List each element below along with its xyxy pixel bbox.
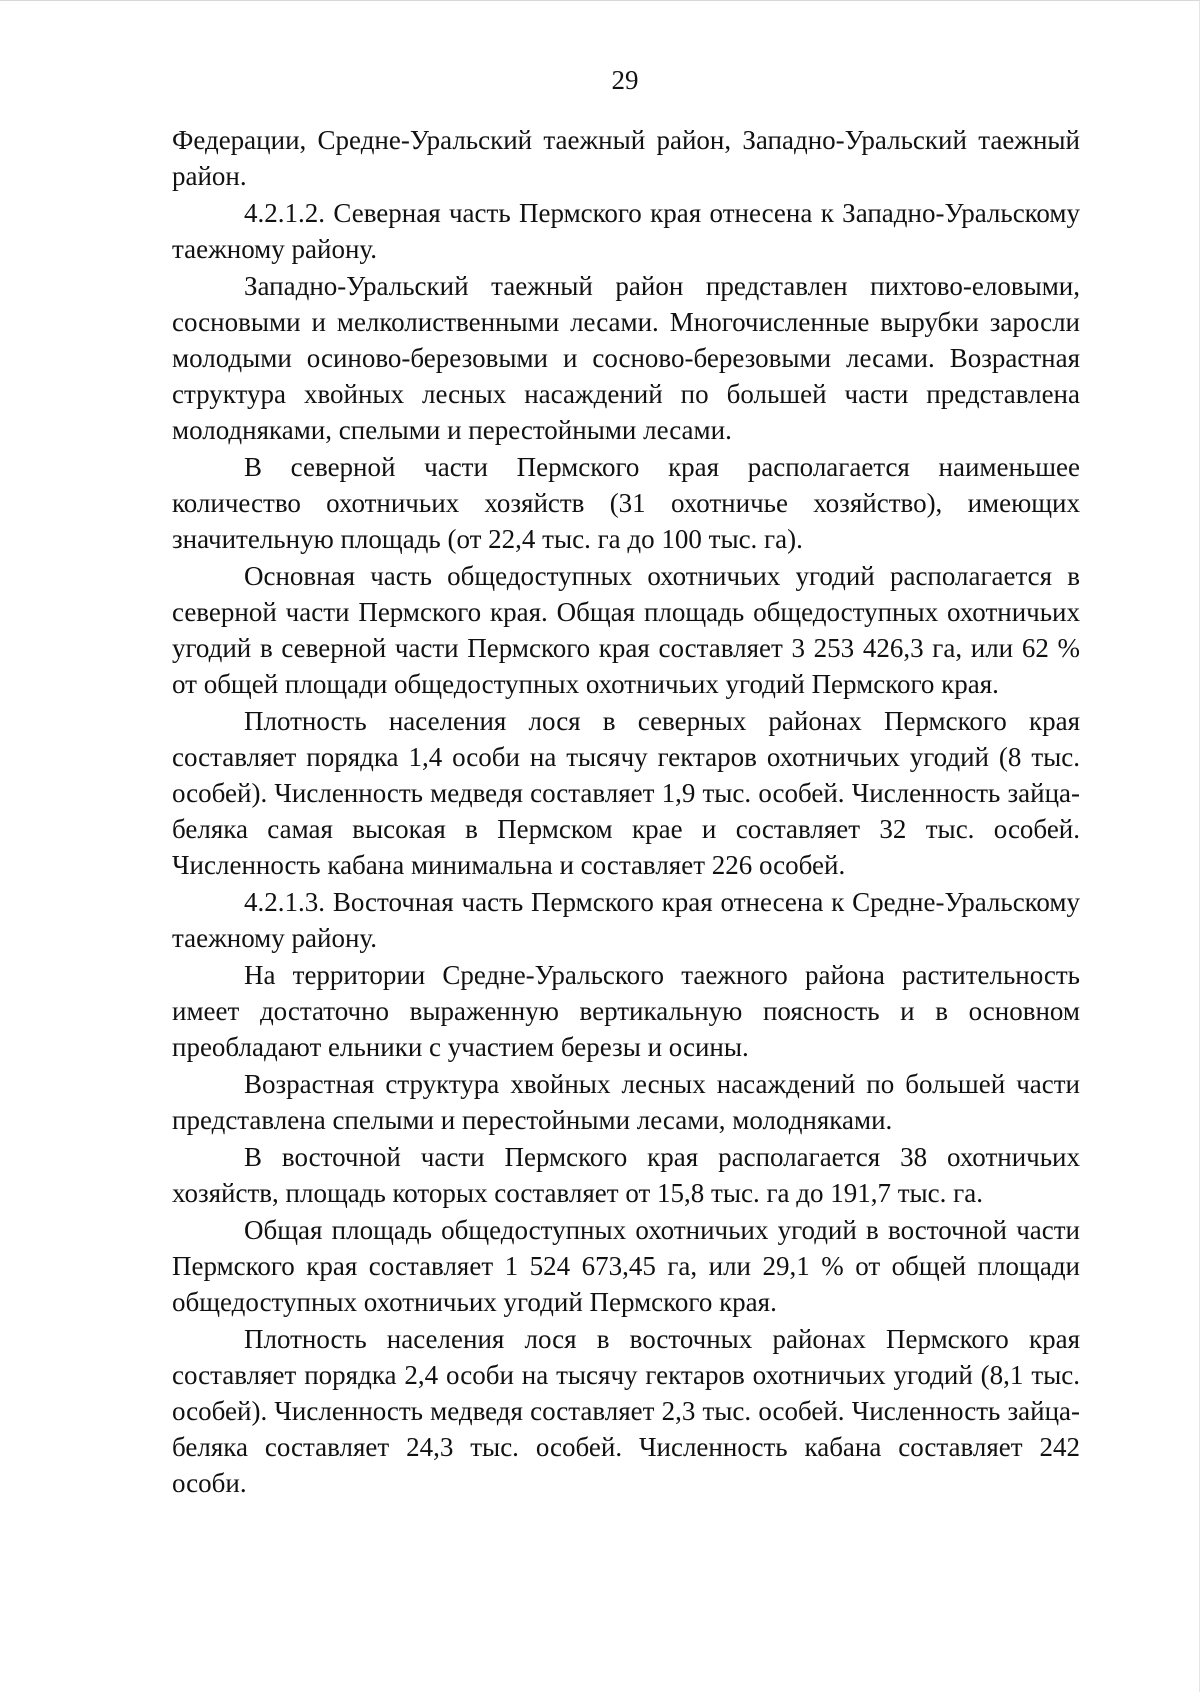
paragraph-section-4-2-1-2: 4.2.1.2. Северная часть Пермского края отнесена к Западно-Уральскому таежному району. xyxy=(172,198,1080,264)
document-body xyxy=(172,122,1080,1501)
paragraph-north-population: Плотность населения лося в северных районах Пермского края составляет порядка 1,4 особи на тысячу гектаров охотничьих угодий (8 тыс. особей). Численность медведя составляет 1,9 тыс. особей. Численность зайца-беляка самая высокая в Пермском крае и составляет 32 тыс. особей. Численность кабана минимальна и составляет 226 особей. xyxy=(172,706,1080,880)
paragraph-continuation: Федерации, Средне-Уральский таежный район, Западно-Уральский таежный район. xyxy=(172,125,1080,191)
paragraph-north-hunting-area: Основная часть общедоступных охотничьих угодий располагается в северной части Пермского края. Общая площадь общедоступных охотничьих угодий в северной части Пермского края составляет 3 253 426,3 га, или 62 % от общей площади общедоступных охотничьих угодий Пермского края. xyxy=(172,561,1080,699)
paragraph-west-ural-forests: Западно-Уральский таежный район представлен пихтово-еловыми, сосновыми и мелколиственными лесами. Многочисленные вырубки заросли молодыми осиново-березовыми и сосново-березовыми лесами. Возрастная структура хвойных лесных насаждений по большей части представлена молодняками, спелыми и перестойными лесами. xyxy=(172,271,1080,445)
paragraph-middle-ural-vegetation: На территории Средне-Уральского таежного района растительность имеет достаточно выраженную вертикальную поясность и в основном преобладают ельники с участием березы и осины. xyxy=(172,960,1080,1062)
paragraph-section-4-2-1-3: 4.2.1.3. Восточная часть Пермского края отнесена к Средне-Уральскому таежному району. xyxy=(172,887,1080,953)
paragraph-north-hunting-farms: В северной части Пермского края располагается наименьшее количество охотничьих хозяйств (31 охотничье хозяйство), имеющих значительную площадь (от 22,4 тыс. га до 100 тыс. га). xyxy=(172,452,1080,554)
paragraph-east-population: Плотность населения лося в восточных районах Пермского края составляет порядка 2,4 особи на тысячу гектаров охотничьих угодий (8,1 тыс. особей). Численность медведя составляет 2,3 тыс. особей. Численность зайца-беляка составляет 24,3 тыс. особей. Численность кабана составляет 242 особи. xyxy=(172,1324,1080,1498)
page-number: 29 xyxy=(611,65,639,95)
paragraph-east-hunting-area: Общая площадь общедоступных охотничьих угодий в восточной части Пермского края составляет 1 524 673,45 га, или 29,1 % от общей площади общедоступных охотничьих угодий Пермского края. xyxy=(172,1215,1080,1317)
paragraph-east-age-structure: Возрастная структура хвойных лесных насаждений по большей части представлена спелыми и перестойными лесами, молодняками. xyxy=(172,1069,1080,1135)
paragraph-east-hunting-farms: В восточной части Пермского края располагается 38 охотничьих хозяйств, площадь которых составляет от 15,8 тыс. га до 191,7 тыс. га. xyxy=(172,1142,1080,1208)
